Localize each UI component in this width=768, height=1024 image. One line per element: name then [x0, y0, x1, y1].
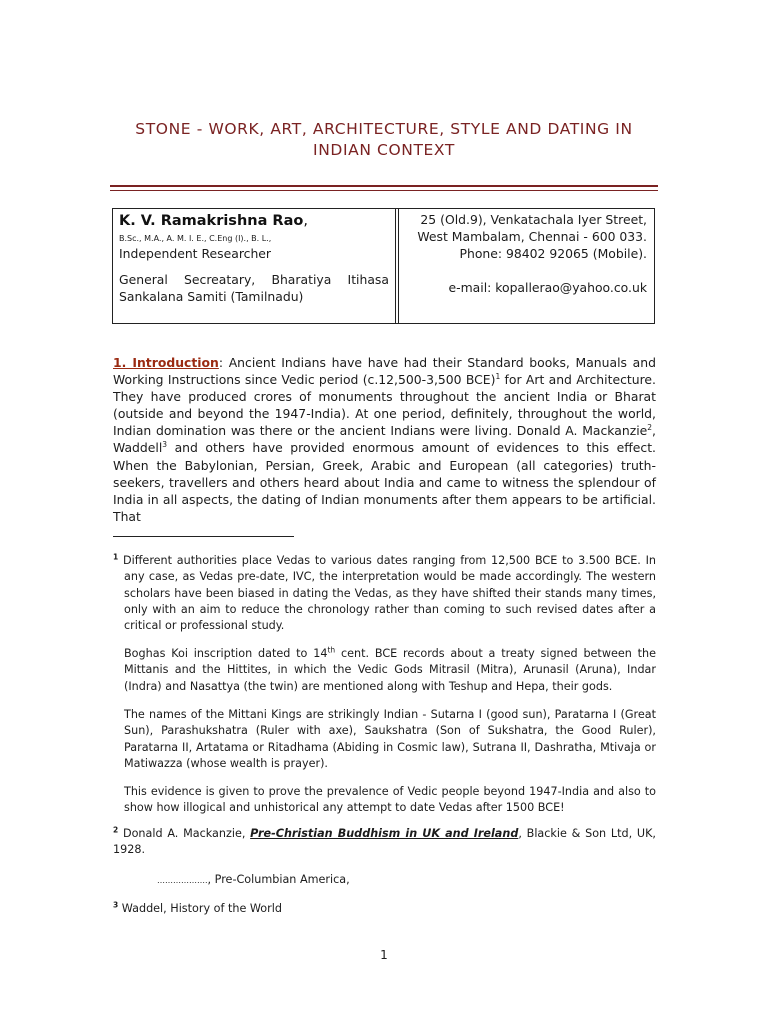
book-title: Pre-Christian Buddhism in UK and Ireland: [250, 827, 519, 840]
footnote-1-number: 1: [113, 552, 119, 562]
introduction-heading: 1. Introduction: [113, 355, 219, 370]
title-line-1: STONE - WORK, ART, ARCHITECTURE, STYLE AND DATING IN: [135, 120, 633, 138]
document-title: [100, 119, 668, 161]
footnote-2: $^2$ Donald A. Mackanzie, Pre-Christian Buddhism in UK and Ireland, Blackie & Son Ltd, UK, 1928.: [113, 825, 656, 857]
page-number: 1: [380, 948, 388, 962]
footnote-2-number: 2: [113, 825, 119, 835]
footnote-ref-3: 3: [162, 440, 168, 450]
footnote-separator: [113, 536, 294, 537]
footnote-1-paragraph-2: Boghas Koi inscription dated to 14th cent. BCE records about a treaty signed between the Mittanis and the Hittites, in which the Vedic Gods Mitrasil (Mitra), Arunasil (Aruna), Indar (Indra) and Nasattya (the twin) are mentioned along with Teshup and Hepa, their gods.: [124, 645, 657, 693]
footnote-3: $^3$ Waddel, History of the World: [113, 900, 282, 915]
footnote-ref-2: 2: [647, 423, 653, 433]
title-line-2: INDIAN CONTEXT: [313, 141, 455, 159]
footnote-2-continuation: ………………., Pre-Columbian America,: [157, 873, 350, 886]
column-divider: [395, 209, 396, 323]
author-column: [119, 211, 389, 305]
introduction-paragraph: 1. Introduction: Ancient Indians have have had their Standard books, Manuals and Working Instructions since Vedic period (c.12,500-3,500 BCE)$^1$ for Art and Architecture. They have produced crores of monuments throughout the ancient India or Bharat (outside and beyond the 1947-India). At one period, definitely, throughout the world, Indian domination was there or the ancient Indians were living. Donald A. Mackanzie$^2$, Waddell$^3$ and others have provided enormous amount of evidences to this effect. When the Babylonian, Persian, Greek, Arabic and European (all categories) truth-seekers, travellers and others heard about India and came to witness the splendour of India in all aspects, the dating of Indian monuments after them appears to be artificial. That: [113, 355, 656, 524]
author-name: K. V. Ramakrishna Rao,: [119, 213, 308, 229]
column-divider-second: [398, 209, 399, 323]
footnote-3-number: 3: [113, 900, 119, 910]
address-line-2: West Mambalam, Chennai - 600 033.: [417, 229, 647, 244]
address-column: [402, 211, 647, 296]
author-qualifications: B.Sc., M.A., A. M. I. E., C.Eng (I)., B. L.,: [119, 234, 272, 243]
title-rule-thin: [110, 190, 658, 191]
author-info-box: [112, 208, 655, 324]
footnote-1-paragraph-4: This evidence is given to prove the prevalence of Vedic people beyond 1947-India and also to show how illogical and unhistorical any attempt to date Vedas after 1500 BCE!: [124, 785, 656, 815]
author-role: Independent Researcher: [119, 246, 272, 261]
address-line-1: 25 (Old.9), Venkatachala Iyer Street,: [420, 212, 647, 227]
footnote-1-paragraph-1: $^1$ Different authorities place Vedas to various dates ranging from 12,500 BCE to 3.500 BCE. In any case, as Vedas pre-date, IVC, the interpretation would be made accordingly. The western scholars have been biased in dating the Vedas, as they have shifted their stands many times, only with an aim to reduce the chronology rather than coming to such revised dates after a critical or professional study.: [113, 552, 656, 633]
author-position-line-1: General Secreatary, Bharatiya Itihasa: [119, 272, 389, 287]
address-phone: Phone: 98402 92065 (Mobile).: [459, 246, 647, 261]
author-position-line-2: Sankalana Samiti (Tamilnadu): [119, 289, 304, 304]
footnote-ref-1: 1: [495, 371, 501, 381]
title-rule-thick: [110, 185, 658, 187]
footnote-1-paragraph-3: The names of the Mittani Kings are strikingly Indian - Sutarna I (good sun), Paratarna I (Great Sun), Parashukshatra (Ruler with axe), Saukshatra (Son of Sukshatra, the Good Ruler), Paratarna II, Artatama or Ritadhama (Abiding in Cosmic law), Sutrana II, Dashratha, Mtivaja or Matiwazza (whose wealth is prayer).: [124, 708, 656, 770]
address-email: e-mail: kopallerao@yahoo.co.uk: [448, 280, 647, 295]
